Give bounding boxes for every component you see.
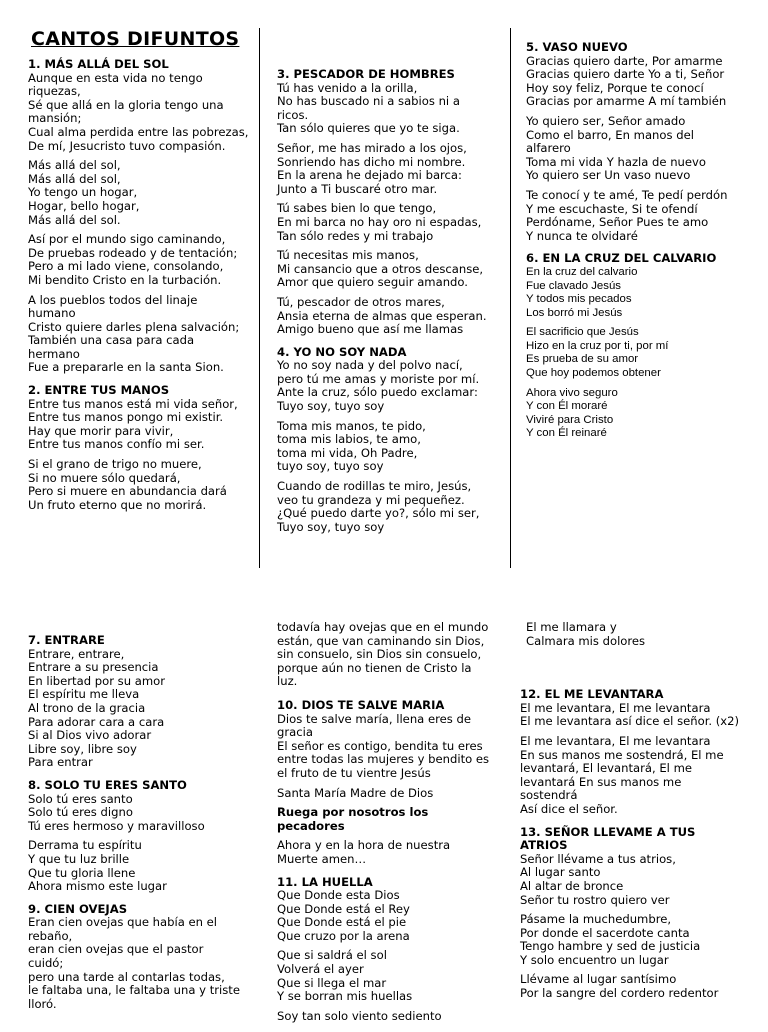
lyric-paragraph: Cuando de rodillas te miro, Jesús, veo tu grandeza y mi pequeñez. ¿Qué puedo darte yo?, sólo mi ser, Tuyo soy, tuyo soy (277, 479, 480, 534)
lyric-paragraph: Toma mis manos, te pido, toma mis labios, te amo, toma mi vida, Oh Padre, tuyo soy, tuyo soy (277, 418, 426, 474)
page-title: CANTOS DIFUNTOS (31, 28, 240, 50)
lyric-paragraph: Más allá del sol, Más allá del sol, Yo tengo un hogar, Hogar, bello hogar, Más allá del sol. (28, 158, 140, 227)
song-title: 1. MÁS ALLÁ DEL SOL (28, 57, 169, 71)
song-title: 7. ENTRARE (28, 633, 105, 647)
lyric-paragraph: Tú has venido a la orilla, No has buscado ni a sabios ni a ricos. Tan sólo quieres que yo te siga. (277, 80, 460, 136)
lyric-paragraph: Tú necesitas mis manos, Mi cansancio que a otros descanse, Amor que quiero seguir amando. (277, 248, 484, 290)
lyric-paragraph: El sacrificio que Jesús Hizo en la cruz por ti, por mí Es prueba de su amor Que hoy podemos obtener (526, 326, 669, 380)
column-divider (259, 28, 260, 568)
song-title: 12. EL ME LEVANTARA (520, 687, 664, 702)
lyric-paragraph: Santa María Madre de Dios (277, 785, 434, 800)
lyric-paragraph: Entre tus manos está mi vida señor, Entre tus manos pongo mi existir. Hay que morir para vivir, Entre tus manos confío mi ser. (28, 396, 238, 452)
column-2 (277, 68, 507, 543)
song (277, 346, 507, 535)
lyric-paragraph: Ruega por nosotros los pecadores (277, 805, 429, 833)
column-5 (277, 621, 509, 1032)
lyric-paragraph: El me levantara, El me levantara El me levantara así dice el señor. (x2) (520, 700, 740, 729)
lyric-paragraph: Dios te salve maría, llena eres de gracia El señor es contigo, bendita tu eres entre todas las mujeres y bendito es el fruto de tu vientre Jesús (277, 711, 490, 780)
lyric-paragraph: Solo tú eres santo Solo tú eres digno Tú eres hermoso y maravilloso (28, 791, 205, 833)
lyric-paragraph: Te conocí y te amé, Te pedí perdón Y me escuchaste, Si te ofendí Perdóname, Señor Pues te amo Y nunca te olvidaré (526, 187, 728, 243)
lyric-paragraph: Aunque en esta vida no tengo riquezas, Sé que allá en la gloria tengo una mansión; Cual alma perdida entre las pobrezas, De mí, Jesucristo tuvo compasión. (28, 70, 249, 153)
lyric-paragraph: En la cruz del calvario Fue clavado Jesús Y todos mis pecados Los borró mi Jesús (526, 265, 638, 319)
song-title: 11. LA HUELLA (277, 874, 373, 889)
column-4 (28, 634, 256, 1020)
song (28, 58, 256, 375)
lyric-paragraph: Entrare, entrare, Entrare a su presencia En libertad por su amor El espíritu me lleva Al trono de la gracia Para adorar cara a cara Si al Dios vivo adorar Libre soy, libre soy Para entrar (28, 646, 165, 770)
song-title: 9. CIEN OVEJAS (28, 901, 128, 916)
song-title: 8. SOLO TU ERES SANTO (28, 777, 187, 792)
song-title: 6. EN LA CRUZ DEL CALVARIO (526, 251, 717, 266)
lyric-paragraph: Yo no soy nada y del polvo nací, pero tú me amas y moriste por mí. Ante la cruz, sólo puedo exclamar: Tuyo soy, tuyo soy (277, 358, 480, 414)
lyric-paragraph: Pásame la muchedumbre, Por donde el sacerdote canta Tengo hambre y sed de justicia Y solo encuentro un lugar (520, 912, 701, 967)
song (277, 68, 507, 337)
lyric-paragraph: Así por el mundo sigo caminando, De pruebas rodeado y de tentación; Pero a mi lado viene, consolando, Mi bendito Cristo en la turbación. (28, 232, 238, 287)
song-title: 5. VASO NUEVO (526, 40, 628, 54)
lyric-paragraph: Tú, pescador de otros mares, Ansia eterna de almas que esperan. Amigo bueno que así me llamas (277, 294, 487, 337)
column-3 (526, 41, 762, 450)
song (28, 903, 256, 1012)
lyric-paragraph: Llévame al lugar santísimo Por la sangre del cordero redentor (520, 972, 719, 1001)
song (28, 384, 256, 512)
lyric-paragraph: Tú sabes bien lo que tengo, En mi barca no hay oro ni espadas, Tan sólo redes y mi trabajo (277, 201, 482, 243)
lyric-paragraph: Soy tan solo viento sediento (277, 1008, 442, 1023)
song (520, 688, 764, 816)
song (277, 699, 509, 867)
lyric-paragraph: Ahora y en la hora de nuestra Muerte amen… (277, 838, 451, 866)
song (277, 876, 509, 1024)
lyric-paragraph: Señor, me has mirado a los ojos, Sonriendo has dicho mi nombre. En la arena he dejado mi barca: Junto a Ti buscaré otro mar. (277, 140, 467, 196)
song-title: 2. ENTRE TUS MANOS (28, 383, 170, 398)
lyric-paragraph: A los pueblos todos del linaje humano Cristo quiere darles plena salvación; También una casa para cada hermano Fue a prepararle en la santa Sion. (28, 292, 240, 375)
song-title: 3. PESCADOR DE HOMBRES (277, 67, 455, 81)
lyric-paragraph: Que si saldrá el sol Volverá el ayer Que si llega el mar Y se borran mis huellas (277, 948, 413, 1004)
lyric-paragraph: Derrama tu espíritu Y que tu luz brille Que tu gloria llene Ahora mismo este lugar (28, 838, 167, 894)
column-6 (520, 621, 764, 1010)
lyric-paragraph: Eran cien ovejas que había en el rebaño, eran cien ovejas que el pastor cuidó; pero una tarde al contarlas todas, le faltaba una, le faltaba una y triste lloró. (28, 915, 240, 1011)
lyric-paragraph: Si el grano de trigo no muere, Si no muere sólo quedará, Pero si muere en abundancia dará Un fruto eterno que no morirá. (28, 457, 227, 512)
column-1 (28, 28, 256, 521)
song-title: 10. DIOS TE SALVE MARIA (277, 697, 445, 712)
song (28, 779, 256, 894)
column-divider (510, 28, 511, 568)
song (28, 634, 256, 770)
song (526, 41, 762, 243)
continued-text: El me llamara y Calmara mis dolores (526, 620, 646, 648)
lyric-paragraph: Que Donde esta Dios Que Donde está el Rey Que Donde está el pie Que cruzo por la arena (277, 888, 410, 943)
lyric-paragraph: Yo quiero ser, Señor amado Como el barro, En manos del alfarero Toma mi vida Y hazla de nuevo Yo quiero ser Un vaso nuevo (526, 113, 706, 183)
song (526, 252, 762, 441)
lyric-paragraph: Ahora vivo seguro Y con Él moraré Viviré para Cristo Y con Él reinaré (526, 386, 618, 440)
song (520, 826, 764, 1001)
song-title: 13. SEÑOR LLEVAME A TUS ATRIOS (520, 824, 696, 853)
lyric-paragraph: El me levantara, El me levantara En sus manos me sostendrá, El me levantará, El levantará, El me levantará En sus manos me sostendrá Así dice el señor. (520, 733, 724, 816)
continued-text: todavía hay ovejas que en el mundo están, que van caminando sin Dios, sin consuelo, sin Dios sin consuelo, porque aún no tienen de Cristo la luz. (277, 620, 489, 689)
lyric-paragraph: Señor llévame a tus atrios, Al lugar santo Al altar de bronce Señor tu rostro quiero ver (520, 851, 676, 907)
lyric-paragraph: Gracias quiero darte, Por amarme Gracias quiero darte Yo a ti, Señor Hoy soy feliz, Porque te conocí Gracias por amarme A mí también (526, 53, 727, 109)
song-title: 4. YO NO SOY NADA (277, 344, 407, 359)
